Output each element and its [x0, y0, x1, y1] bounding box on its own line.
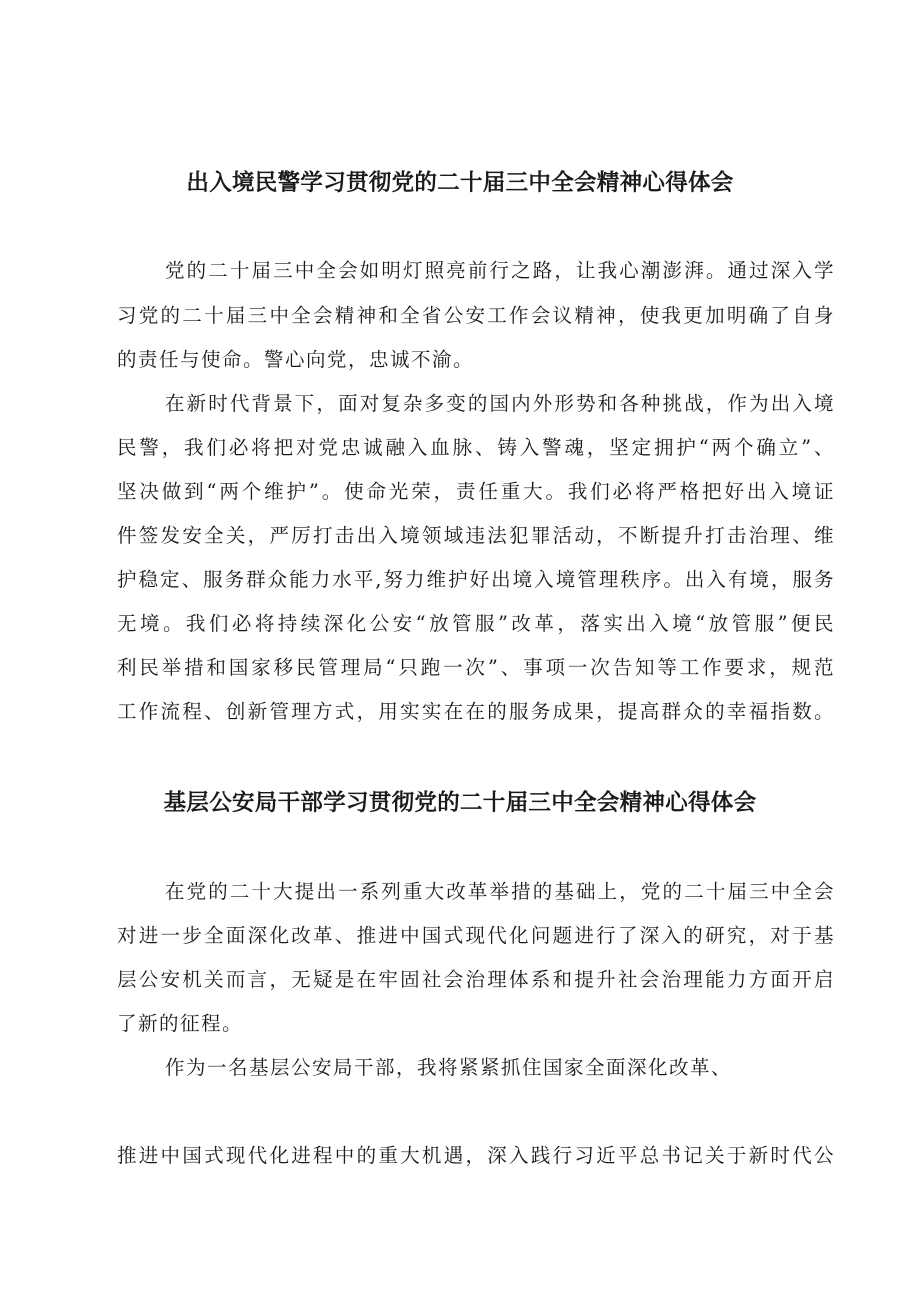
section-title: 基层公安局干部学习贯彻党的二十届三中全会精神心得体会: [163, 790, 757, 816]
paragraph-line: 的责任与使命。警心向党，忠诚不渝。: [117, 348, 475, 371]
paragraph-line: 件签发安全关，严厉打击出入境领域违法犯罪活动，不断提升打击治理、维: [117, 524, 835, 547]
paragraph-line: 工作流程、创新管理方式，用实实在在的服务成果，提高群众的幸福指数。: [117, 700, 835, 723]
paragraph-line: 推进中国式现代化进程中的重大机遇，深入践行习近平总书记关于新时代公: [117, 1144, 835, 1167]
paragraph-line: 利民举措和国家移民管理局“只跑一次”、事项一次告知等工作要求，规范: [117, 656, 835, 679]
paragraph-line: 对进一步全面深化改革、推进中国式现代化问题进行了深入的研究，对于基: [117, 924, 835, 947]
paragraph-line: 护稳定、服务群众能力水平,努力维护好出境入境管理秩序。出入有境，服务: [117, 568, 835, 591]
paragraph-line: 坚决做到“两个维护”。使命光荣，责任重大。我们必将严格把好出入境证: [117, 480, 835, 503]
paragraph-line: 在新时代背景下，面对复杂多变的国内外形势和各种挑战，作为出入境: [165, 392, 835, 415]
paragraph-line: 了新的征程。: [117, 1012, 244, 1035]
paragraph-line: 层公安机关而言，无疑是在牢固社会治理体系和提升社会治理能力方面开启: [117, 968, 835, 991]
paragraph-line: 党的二十届三中全会如明灯照亮前行之路，让我心潮澎湃。通过深入学: [165, 259, 835, 282]
paragraph-line: 作为一名基层公安局干部，我将紧紧抓住国家全面深化改革、: [165, 1056, 733, 1079]
paragraph-line: 民警，我们必将把对党忠诚融入血脉、铸入警魂，坚定拥护“两个确立”、: [117, 436, 835, 459]
paragraph-line: 在党的二十大提出一系列重大改革举措的基础上，党的二十届三中全会: [165, 880, 835, 903]
paragraph-line: 无境。我们必将持续深化公安“放管服”改革，落实出入境“放管服”便民: [117, 612, 835, 635]
paragraph-line: 习党的二十届三中全会精神和全省公安工作会议精神，使我更加明确了自身: [117, 304, 835, 327]
section-title: 出入境民警学习贯彻党的二十届三中全会精神心得体会: [186, 170, 734, 196]
